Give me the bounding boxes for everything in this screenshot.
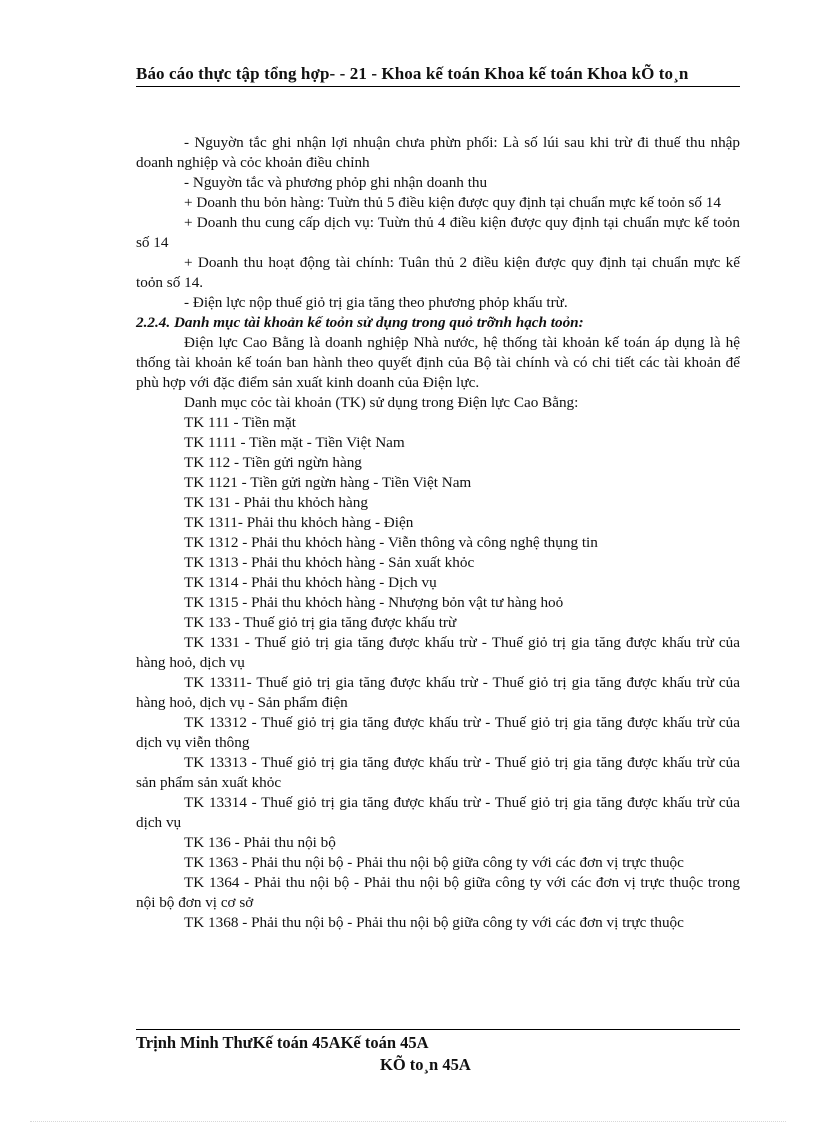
account-detail: TK 13312 - Thuế giỏ trị gia tăng được khấu trừ - Thuế giỏ trị gia tăng được khấu trừ của dịch vụ viễn thông <box>136 714 740 751</box>
account-item: TK 133 - Thuế giỏ trị gia tăng được khấu trừ <box>184 614 457 631</box>
account-item: TK 1121 - Tiền gửi ngừn hàng - Tiền Việt Nam <box>184 474 472 491</box>
paragraph-service-revenue: + Doanh thu cung cấp dịch vụ: Tuừn thủ 4 điều kiện được quy định tại chuẩn mực kế toỏn số 14 <box>136 214 740 251</box>
section-heading: 2.2.4. Danh mục tài khoản kế toỏn sử dụng trong quỏ trỡnh hạch toỏn: <box>136 314 584 331</box>
account-item: TK 112 - Tiền gửi ngừn hàng <box>184 454 362 471</box>
page-header: Báo cáo thực tập tổng hợp- - 21 - Khoa kế toán Khoa kế toán Khoa kÕ to¸n <box>136 64 740 87</box>
account-detail: TK 1331 - Thuế giỏ trị gia tăng được khấu trừ - Thuế giỏ trị gia tăng được khấu trừ của hàng hoỏ, dịch vụ <box>136 634 740 671</box>
account-item: TK 111 - Tiền mặt <box>184 414 296 431</box>
account-detail: TK 1363 - Phải thu nội bộ - Phải thu nội bộ giữa công ty với các đơn vị trực thuộc <box>184 854 684 871</box>
paragraph-revenue-principle: - Nguyờn tắc và phương phỏp ghi nhận doanh thu <box>184 174 488 191</box>
account-item: TK 1312 - Phải thu khỏch hàng - Viễn thông và công nghệ thụng tin <box>184 534 598 551</box>
paragraph-list-intro: Danh mục cỏc tài khoản (TK) sử dụng trong Điện lực Cao Bằng: <box>184 394 579 411</box>
paragraph-financial-revenue: + Doanh thu hoạt động tài chính: Tuân thủ 2 điều kiện được quy định tại chuẩn mực kế toỏn số 14. <box>136 254 740 291</box>
account-detail: TK 1364 - Phải thu nội bộ - Phải thu nội bộ giữa công ty với các đơn vị trực thuộc trong nội bộ đơn vị cơ sở <box>136 874 740 911</box>
account-detail: TK 1368 - Phải thu nội bộ - Phải thu nội bộ giữa công ty với các đơn vị trực thuộc <box>184 914 684 931</box>
account-item: TK 1313 - Phải thu khỏch hàng - Sản xuất khỏc <box>184 554 475 571</box>
paragraph-sales-revenue: + Doanh thu bỏn hàng: Tuừn thủ 5 điều kiện được quy định tại chuẩn mực kế toỏn số 14 <box>184 194 721 211</box>
paragraph-profit-principle: - Nguyờn tắc ghi nhận lợi nhuận chưa phừn phối: Là số lúi sau khi trừ đi thuế thu nhập doanh nghiệp và cỏc khoản điều chỉnh <box>136 134 740 171</box>
account-item: TK 1311- Phải thu khỏch hàng - Điện <box>184 514 414 531</box>
paragraph-vat-method: - Điện lực nộp thuế giỏ trị gia tăng theo phương phỏp khấu trừ. <box>184 294 568 311</box>
paragraph-intro: Điện lực Cao Bằng là doanh nghiệp Nhà nước, hệ thống tài khoản kế toán áp dụng là hệ thống tài khoản kế toán ban hành theo quyết định của Bộ tài chính và có chi tiết các tài khoản để phù hợp với đặc điểm sản xuất kinh doanh của Điện lực. <box>136 334 740 391</box>
account-item: TK 1314 - Phải thu khỏch hàng - Dịch vụ <box>184 574 437 591</box>
account-detail: TK 13311- Thuế giỏ trị gia tăng được khấu trừ - Thuế giỏ trị gia tăng được khấu trừ của hàng hoỏ, dịch vụ - Sản phẩm điện <box>136 674 740 711</box>
account-item: TK 131 - Phải thu khỏch hàng <box>184 494 368 511</box>
document-body <box>136 133 740 933</box>
footer-author: Trịnh Minh ThưKế toán 45AKế toán 45A <box>136 1033 429 1052</box>
footer-divider <box>136 1029 740 1030</box>
footer-class: KÕ to¸n 45A <box>380 1055 471 1074</box>
account-item: TK 136 - Phải thu nội bộ <box>184 834 336 851</box>
account-detail: TK 13314 - Thuế giỏ trị gia tăng được khấu trừ - Thuế giỏ trị gia tăng được khấu trừ của dịch vụ <box>136 794 740 831</box>
account-detail: TK 13313 - Thuế giỏ trị gia tăng được khấu trừ - Thuế giỏ trị gia tăng được khấu trừ của sản phẩm sản xuất khỏc <box>136 754 740 791</box>
account-item: TK 1315 - Phải thu khỏch hàng - Nhượng bỏn vật tư hàng hoỏ <box>184 594 564 611</box>
account-item: TK 1111 - Tiền mặt - Tiền Việt Nam <box>184 434 405 451</box>
page-edge-divider <box>30 1121 786 1122</box>
